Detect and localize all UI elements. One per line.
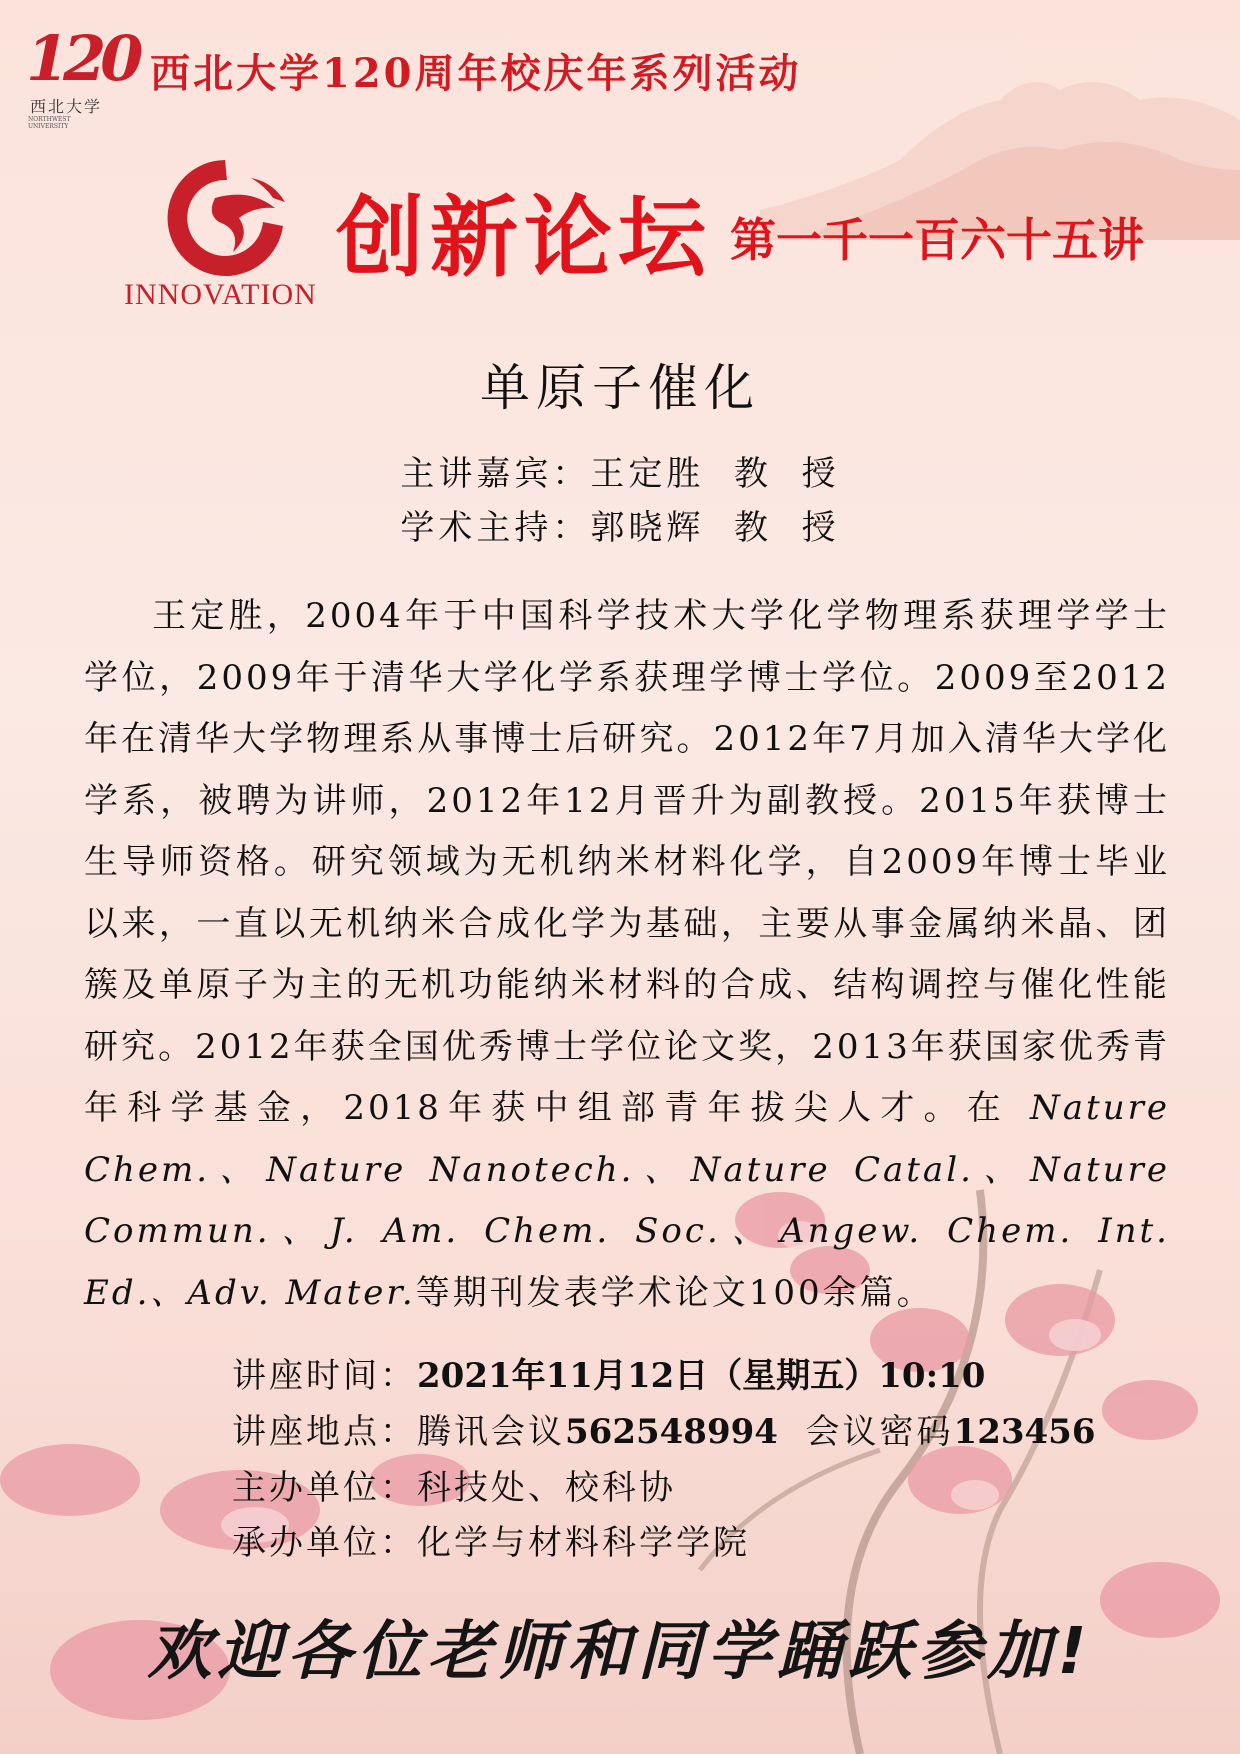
- logo-120-english-name: NORTHWEST UNIVERSITY: [28, 116, 71, 130]
- lecture-place-platform: 腾讯会议: [417, 1412, 565, 1452]
- co-organizer-value: 化学与材料科学学院: [417, 1523, 750, 1563]
- forum-title: 创新论坛: [336, 186, 713, 289]
- lecture-time-value: 2021年11月12日（星期五）10:10: [417, 1356, 986, 1396]
- innovation-swirl-logo-icon: [155, 148, 295, 288]
- logo-120-number: 120: [26, 22, 138, 95]
- meeting-password-label: 会议密码: [777, 1412, 954, 1452]
- welcome-banner: 欢迎各位老师和同学踊跃参加!: [147, 1615, 1093, 1689]
- bio-text-part1: 王定胜，2004年于中国科学技术大学化学物理系获理学学士学位，2009年于清华大学化学系获理学博士学位。2009至2012年在清华大学物理系从事博士后研究。2012年7月加入清华大学化学系，被聘为讲师，2012年12月晋升为副教授。2015年获博士生导师资格。研究领域为无机纳米材料化学，自2009年博士毕业以来，一直以无机纳米合成化学为基础，主要从事金属纳米晶、团簇及单原子为主的无机功能纳米材料的合成、结构调控与催化性能研究。2012年获全国优秀博士学位论文奖，2013年获国家优秀青年科学基金，2018年获中组部青年拔尖人才。在: [84, 596, 1170, 1128]
- anniversary-120-logo: [26, 22, 138, 130]
- lecture-number: 第一千一百六十五讲: [730, 213, 1144, 267]
- moderator-line: 学术主持：郭晓辉 教 授: [400, 508, 840, 548]
- meeting-id: 562548994: [565, 1412, 778, 1452]
- lecture-place-label: 讲座地点：: [232, 1412, 417, 1452]
- co-organizer: [232, 1515, 750, 1564]
- speaker-biography: [84, 586, 1170, 1324]
- bio-journal-list: Nature Chem.、Nature Nanotech.、Nature Catal.、Nature Commun.、J. Am. Chem. Soc.、Angew. Chem. Int. Ed.、Adv. Mater.: [84, 1088, 1170, 1313]
- lecture-place: [232, 1404, 1096, 1453]
- logo-120-university-name: 西北大学: [30, 97, 103, 116]
- organizer: [232, 1460, 676, 1509]
- series-title: 西北大学120周年校庆年系列活动: [150, 50, 802, 97]
- co-organizer-label: 承办单位：: [232, 1523, 417, 1563]
- organizer-value: 科技处、校科协: [417, 1468, 676, 1508]
- talk-title: 单原子催化: [480, 359, 760, 417]
- speaker-line: 主讲嘉宾：王定胜 教 授: [400, 454, 840, 494]
- lecture-time-label: 讲座时间：: [232, 1356, 417, 1396]
- organizer-label: 主办单位：: [232, 1468, 417, 1508]
- lecture-time: [232, 1348, 985, 1397]
- bio-text-part2: 等期刊发表学术论文100余篇。: [415, 1272, 934, 1313]
- meeting-password: 123456: [953, 1412, 1096, 1452]
- innovation-logo-word: INNOVATION: [124, 278, 317, 311]
